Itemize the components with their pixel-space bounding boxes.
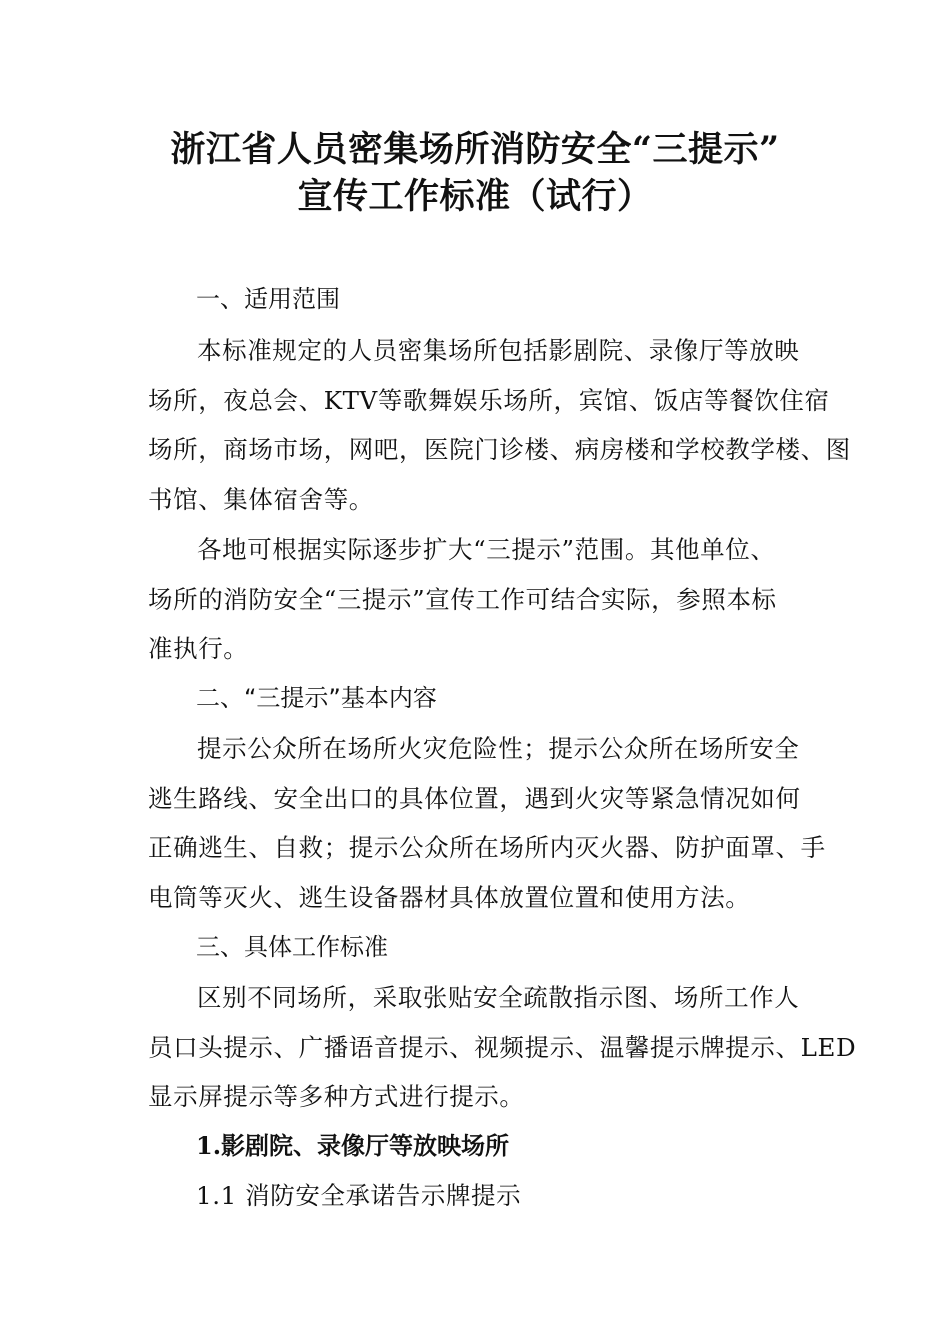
paragraph-line: 正确逃生、自救；提示公众所在场所内灭火器、防护面罩、手 <box>148 833 826 863</box>
paragraph-line: 电筒等灭火、逃生设备器材具体放置位置和使用方法。 <box>148 883 751 913</box>
document-title-line-1: 浙江省人员密集场所消防安全“三提示” <box>170 129 780 170</box>
paragraph-line: 员口头提示、广播语音提示、视频提示、温馨提示牌提示、LED <box>148 1032 857 1062</box>
section-2-paragraph-1 <box>148 724 826 923</box>
section-1-paragraph-1 <box>148 326 851 525</box>
paragraph-line: 书馆、集体宿舍等。 <box>148 485 374 515</box>
section-2-heading: 二、“三提示”基本内容 <box>196 684 437 712</box>
paragraph-line: 显示屏提示等多种方式进行提示。 <box>148 1082 525 1112</box>
paragraph-line: 各地可根据实际逐步扩大“三提示”范围。其他单位、 <box>197 535 776 564</box>
subsection-1-1-heading: 1.1 消防安全承诺告示牌提示 <box>196 1181 522 1210</box>
paragraph-line: 场所的消防安全“三提示”宣传工作可结合实际，参照本标 <box>148 584 777 614</box>
paragraph-line: 本标准规定的人员密集场所包括影剧院、录像厅等放映 <box>197 336 800 365</box>
paragraph-line: 提示公众所在场所火灾危险性；提示公众所在场所安全 <box>197 734 800 763</box>
section-3-heading: 三、具体工作标准 <box>196 933 388 961</box>
section-3-paragraph-1 <box>148 973 857 1122</box>
section-1-heading: 一、适用范围 <box>196 285 340 313</box>
paragraph-line: 准执行。 <box>148 634 249 664</box>
section-1-paragraph-2 <box>148 525 808 674</box>
paragraph-line: 逃生路线、安全出口的具体位置，遇到火灾等紧急情况如何 <box>148 783 801 813</box>
document-title-line-2: 宣传工作标准（试行） <box>297 176 653 217</box>
paragraph-line: 场所，夜总会、KTV等歌舞娱乐场所，宾馆、饭店等餐饮住宿 <box>148 385 830 415</box>
paragraph-line: 场所，商场市场，网吧，医院门诊楼、病房楼和学校教学楼、图 <box>148 435 851 465</box>
subsection-1-heading: 1.影剧院、录像厅等放映场所 <box>196 1131 510 1160</box>
paragraph-line: 区别不同场所，采取张贴安全疏散指示图、场所工作人 <box>197 983 800 1012</box>
